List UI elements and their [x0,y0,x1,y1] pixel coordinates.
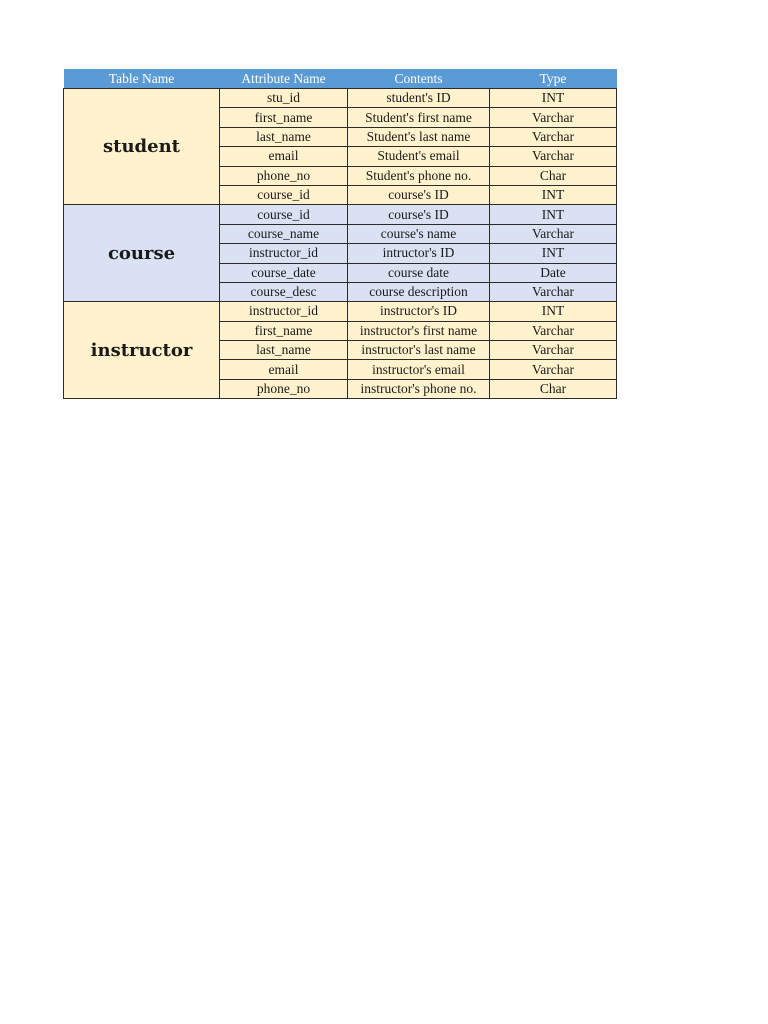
attribute-cell: first_name [220,321,348,340]
attribute-cell: email [220,360,348,379]
attribute-cell: course_date [220,263,348,282]
contents-cell: instructor's email [348,360,490,379]
type-cell: Varchar [490,147,617,166]
type-cell: INT [490,244,617,263]
contents-cell: instructor's last name [348,341,490,360]
type-cell: Date [490,263,617,282]
type-cell: Varchar [490,127,617,146]
contents-cell: course description [348,282,490,301]
attribute-cell: first_name [220,108,348,127]
type-cell: Varchar [490,282,617,301]
header-table-name: Table Name [64,69,220,89]
type-cell: Varchar [490,341,617,360]
group-name-student: student [64,89,220,205]
attribute-cell: instructor_id [220,244,348,263]
contents-cell: course's name [348,224,490,243]
contents-cell: Student's first name [348,108,490,127]
contents-cell: Student's last name [348,127,490,146]
group-name-instructor: instructor [64,302,220,399]
attribute-cell: course_id [220,205,348,224]
type-cell: Varchar [490,321,617,340]
contents-cell: course's ID [348,205,490,224]
attribute-cell: stu_id [220,89,348,108]
contents-cell: course's ID [348,185,490,204]
type-cell: INT [490,89,617,108]
type-cell: Varchar [490,108,617,127]
attribute-cell: instructor_id [220,302,348,321]
attribute-cell: course_desc [220,282,348,301]
attribute-cell: email [220,147,348,166]
type-cell: Varchar [490,224,617,243]
contents-cell: Student's email [348,147,490,166]
table-row [64,302,617,321]
header-contents: Contents [348,69,490,89]
contents-cell: Student's phone no. [348,166,490,185]
type-cell: INT [490,302,617,321]
contents-cell: instructor's first name [348,321,490,340]
contents-cell: student's ID [348,89,490,108]
header-attribute-name: Attribute Name [220,69,348,89]
header-type: Type [490,69,617,89]
type-cell: Char [490,166,617,185]
attribute-cell: phone_no [220,379,348,398]
type-cell: Char [490,379,617,398]
type-cell: INT [490,205,617,224]
contents-cell: course date [348,263,490,282]
attribute-cell: phone_no [220,166,348,185]
schema-table [63,69,617,399]
attribute-cell: course_name [220,224,348,243]
table-row [64,89,617,108]
contents-cell: intructor's ID [348,244,490,263]
attribute-cell: course_id [220,185,348,204]
type-cell: Varchar [490,360,617,379]
header-row [64,69,617,89]
attribute-cell: last_name [220,341,348,360]
type-cell: INT [490,185,617,204]
table-row [64,205,617,224]
contents-cell: instructor's phone no. [348,379,490,398]
contents-cell: instructor's ID [348,302,490,321]
group-name-course: course [64,205,220,302]
attribute-cell: last_name [220,127,348,146]
